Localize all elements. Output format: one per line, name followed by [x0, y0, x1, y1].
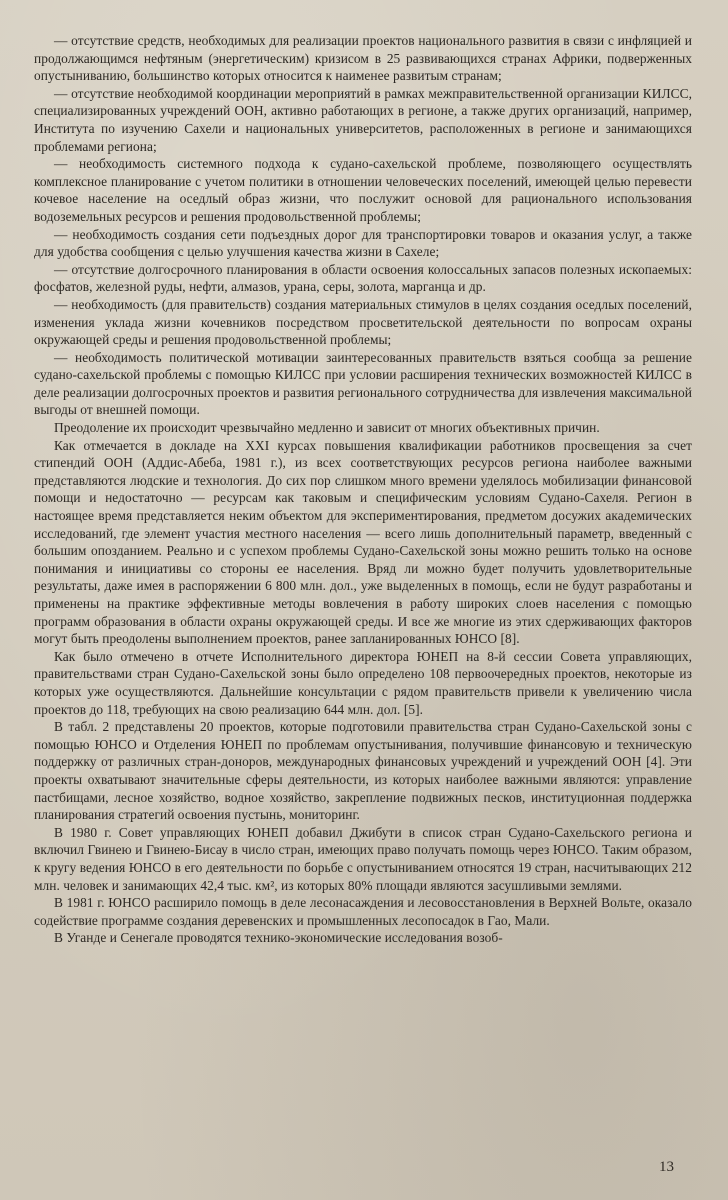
list-item: — отсутствие долгосрочного планирования в области освоения колоссальных запасов полезных ископаемых: фосфатов, железной руды, нефти, алмазов, урана, серы, золота, марганца и др. — [34, 261, 692, 295]
list-item: — отсутствие средств, необходимых для реализации проектов национального развития в связи с инфляцией и продолжающимся нефтяным (энергетическим) кризисом в 25 развивающихся странах Африки, подверженных опустыниванию, большинство которых относится к наименее развитым странам; — [34, 33, 692, 84]
paragraph: В 1981 г. ЮНСО расширило помощь в деле лесонасаждения и лесовосстановления в Верхней Вольте, оказало содействие программе создания деревенских и промышленных лесопосадок в Гао, Мали. — [34, 895, 692, 928]
list-item: — необходимость системного подхода к судано-сахельской проблеме, позволяющего осуществлять комплексное планирование с учетом политики в отношении человеческих поселений, имеющей целью перевести кочевое население на оседлый образ жизни, что послужит основой для рационального использования водоземельных ресурсов и решения продовольственной проблемы; — [34, 156, 692, 224]
paragraph: Как отмечается в докладе на XXI курсах повышения квалификации работников просвещения за счет стипендий ООН (Аддис-Абеба, 1981 г.), из всех соответствующих ресурсов региона наиболее важными представляются людские и технология. До сих пор слишком много времени уделялось мобилизации финансовой помощи и недостаточно — ресурсам как таковым и специфическим условиям Судано-Сахеля. Регион в настоящее время представляется неким объектом для экспериментирования, предметом досужих академических исследований, где элемент участия местного населения — всего лишь дополнительный параметр, введенный с большим опозданием. Реально и с успехом проблемы Судано-Сахельской зоны можно решить только на основе понимания и инициативы со стороны ее населения. Вряд ли можно будет получить удовлетворительные результаты, даже имея в распоряжении 6 800 млн. дол., уже выделенных в помощь, если не будут разработаны и применены на практике эффективные методы вовлечения в работу широких слоев населения с помощью программ образования в области охраны окружающей среды. И все же многие из этих сдерживающих факторов могут быть преодолены выполнением проектов, ранее запланированных ЮНСО [8]. — [34, 437, 692, 647]
list-item: — необходимость (для правительств) создания материальных стимулов в целях создания оседлых поселений, изменения уклада жизни кочевников посредством просветительской деятельности по вопросам охраны окружающей среды и решения продовольственной проблемы; — [34, 296, 692, 348]
paragraph: Как было отмечено в отчете Исполнительного директора ЮНЕП на 8-й сессии Совета управляющих, правительствами стран Судано-Сахельской зоны было определено 108 первоочередных проектов, некоторые из которых уже осуществляются. Дальнейшие консультации с рядом правительств привели к увеличению числа проектов до 118, требующих на свою реализацию 644 млн. дол. [5]. — [34, 648, 692, 717]
body-text — [34, 32, 692, 947]
list-item: — отсутствие необходимой координации мероприятий в рамках межправительственной организации КИЛСС, специализированных учреждений ООН, активно работающих в регионе, а также других организаций, например, Института по изучению Сахели и национальных университетов, расположенных в регионе и занимающихся проблемами региона; — [34, 85, 692, 154]
list-item: — необходимость политической мотивации заинтересованных правительств взяться сообща за решение судано-сахельской проблемы с помощью КИЛСС при условии расширения технических возможностей КИЛСС в деле реализации долгосрочных проектов и развития регионального сотрудничества для извлечения максимальной выгоды от внешней помощи. — [34, 349, 692, 418]
page-number: 13 — [659, 1159, 674, 1175]
document-page — [34, 32, 692, 1184]
paragraph: В 1980 г. Совет управляющих ЮНЕП добавил Джибути в список стран Судано-Сахельского региона и включил Гвинею и Гвинею-Бисау в число стран, имеющих право получать помощь через ЮНСО. Таким образом, к кругу ведения ЮНСО в его деятельности по борьбе с опустыниванием относятся 19 стран, насчитывающих 212 млн. человек и занимающих 42,4 тыс. км², из которых 80% площади являются засушливыми землями. — [34, 824, 692, 893]
paragraph: Преодоление их происходит чрезвычайно медленно и зависит от многих объективных причин. — [54, 420, 600, 436]
list-item: — необходимость создания сети подъездных дорог для транспортировки товаров и оказания услуг, а также для удобства сообщения с целью улучшения качества жизни в Сахеле; — [34, 226, 692, 260]
paragraph: В Уганде и Сенегале проводятся технико-экономические исследования возоб- — [54, 930, 503, 946]
paragraph: В табл. 2 представлены 20 проектов, которые подготовили правительства стран Судано-Сахельской зоны с помощью ЮНСО и Отделения ЮНЕП по проблемам опустынивания, получившие финансовую и техническую поддержку от различных стран-доноров, международных финансовых учреждений и учреждений ООН [4]. Эти проекты охватывают значительные сферы деятельности, из которых наиболее важными являются: управление пастбищами, лесное хозяйство, водное хозяйство, закрепление подвижных песков, институционная поддержка планирования стратегий освоения пустынь, мониторинг. — [34, 719, 692, 823]
